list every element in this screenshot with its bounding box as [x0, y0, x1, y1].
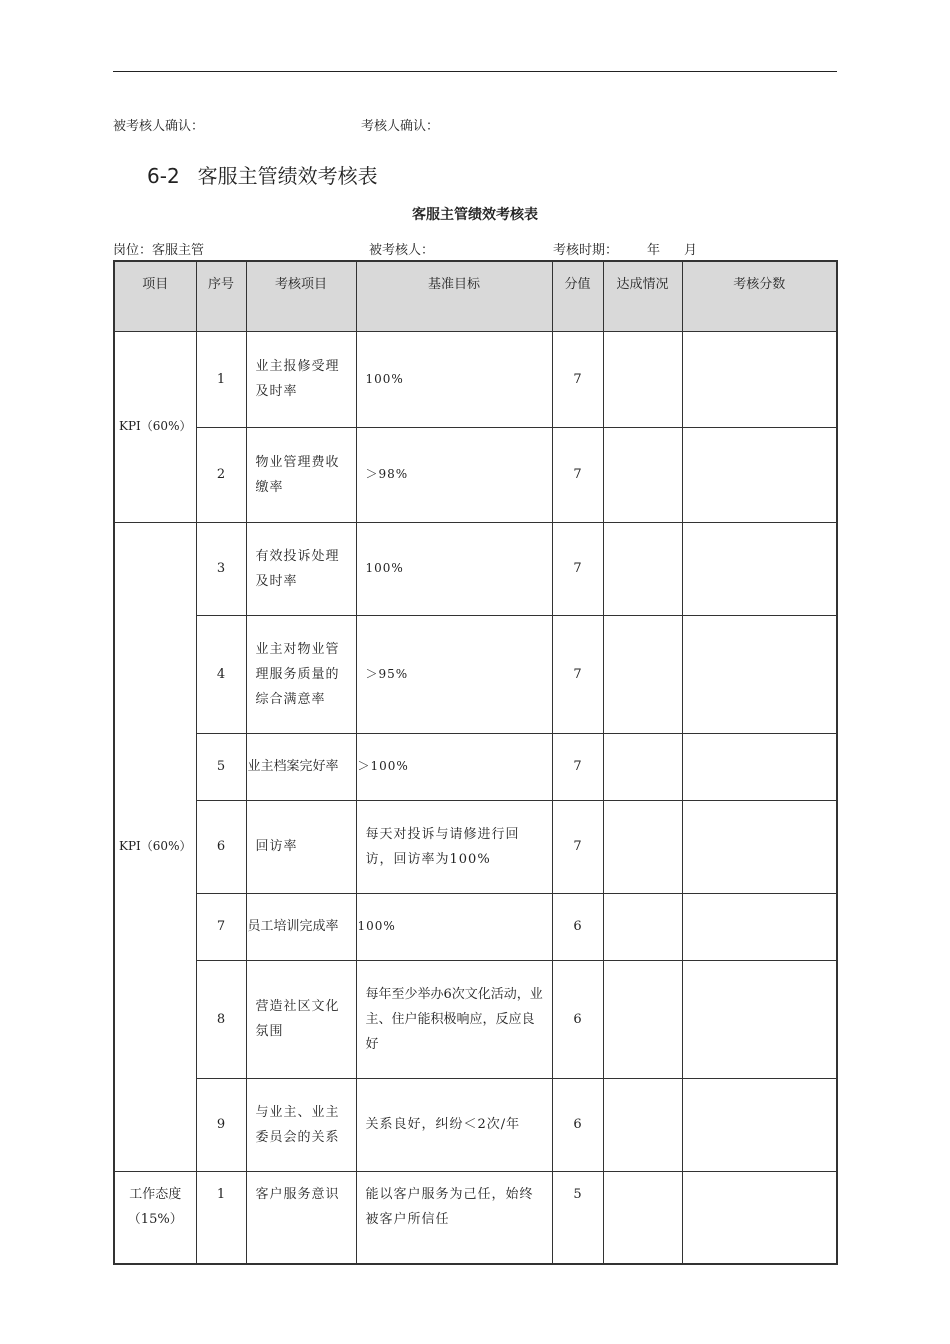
row-item: 回访率 [246, 800, 356, 893]
row-target: ＞100% [356, 733, 552, 800]
row-item: 有效投诉处理及时率 [246, 522, 356, 615]
row-no: 9 [196, 1078, 246, 1171]
row-no: 2 [196, 427, 246, 522]
group-kpi-1: KPI（60%） [114, 331, 196, 522]
row-achievement-cell[interactable] [603, 800, 682, 893]
table-row [114, 1078, 837, 1171]
row-result-cell[interactable] [682, 615, 837, 733]
row-no: 5 [196, 733, 246, 800]
row-result-cell[interactable] [682, 893, 837, 960]
col-header-achievement: 达成情况 [603, 261, 682, 331]
row-result-cell[interactable] [682, 800, 837, 893]
row-target: ＞98% [356, 427, 552, 522]
group-kpi-2: KPI（60%） [114, 522, 196, 1171]
section-number: 6-2 [147, 164, 180, 188]
period-label: 考核时期： [553, 243, 619, 258]
row-result-cell[interactable] [682, 1171, 837, 1264]
row-item: 物业管理费收缴率 [246, 427, 356, 522]
row-achievement-cell[interactable] [603, 427, 682, 522]
row-result-cell[interactable] [682, 522, 837, 615]
period-year: 年 [647, 243, 661, 258]
row-item: 员工培训完成率 [246, 893, 356, 960]
row-target: ＞95% [356, 615, 552, 733]
row-item: 营造社区文化氛围 [246, 960, 356, 1078]
row-no: 6 [196, 800, 246, 893]
row-target: 关系良好，纠纷＜2次/年 [356, 1078, 552, 1171]
row-target: 100% [356, 893, 552, 960]
row-achievement-cell[interactable] [603, 960, 682, 1078]
col-header-category: 项目 [114, 261, 196, 331]
table-header-row [114, 261, 837, 331]
table-row [114, 893, 837, 960]
row-result-cell[interactable] [682, 331, 837, 427]
col-header-result: 考核分数 [682, 261, 837, 331]
row-target: 100% [356, 522, 552, 615]
table-row [114, 427, 837, 522]
table-row [114, 960, 837, 1078]
row-score: 7 [552, 800, 603, 893]
row-item: 客户服务意识 [246, 1171, 356, 1264]
row-item: 业主档案完好率 [246, 733, 356, 800]
table-row [114, 733, 837, 800]
row-achievement-cell[interactable] [603, 1078, 682, 1171]
row-no: 4 [196, 615, 246, 733]
table-row [114, 615, 837, 733]
row-target: 每年至少举办6次文化活动，业主、住户能积极响应，反应良好 [356, 960, 552, 1078]
row-score: 7 [552, 615, 603, 733]
row-achievement-cell[interactable] [603, 1171, 682, 1264]
row-score: 7 [552, 733, 603, 800]
row-score: 5 [552, 1171, 603, 1264]
row-no: 1 [196, 1171, 246, 1264]
row-no: 7 [196, 893, 246, 960]
row-achievement-cell[interactable] [603, 733, 682, 800]
row-score: 7 [552, 427, 603, 522]
section-heading [147, 160, 378, 189]
row-item: 业主报修受理及时率 [246, 331, 356, 427]
row-score: 7 [552, 331, 603, 427]
row-target: 能以客户服务为己任，始终被客户所信任 [356, 1171, 552, 1264]
assessee-label: 被考核人： [369, 243, 435, 258]
col-header-score: 分值 [552, 261, 603, 331]
row-achievement-cell[interactable] [603, 331, 682, 427]
table-title: 客服主管绩效考核表 [412, 207, 538, 223]
assessee-confirm: 被考核人确认： [113, 119, 205, 134]
row-achievement-cell[interactable] [603, 615, 682, 733]
position-label: 岗位：客服主管 [113, 243, 205, 258]
row-item: 与业主、业主委员会的关系 [246, 1078, 356, 1171]
col-header-no: 序号 [196, 261, 246, 331]
table-row [114, 800, 837, 893]
table-row [114, 331, 837, 427]
row-target: 100% [356, 331, 552, 427]
row-result-cell[interactable] [682, 1078, 837, 1171]
row-no: 3 [196, 522, 246, 615]
row-score: 6 [552, 893, 603, 960]
row-score: 6 [552, 960, 603, 1078]
assessor-confirm: 考核人确认： [361, 119, 440, 134]
row-item: 业主对物业管理服务质量的综合满意率 [246, 615, 356, 733]
header-rule [113, 71, 837, 72]
col-header-target: 基准目标 [356, 261, 552, 331]
row-result-cell[interactable] [682, 427, 837, 522]
row-score: 7 [552, 522, 603, 615]
row-no: 1 [196, 331, 246, 427]
row-achievement-cell[interactable] [603, 522, 682, 615]
row-achievement-cell[interactable] [603, 893, 682, 960]
period-month: 月 [684, 243, 698, 258]
row-no: 8 [196, 960, 246, 1078]
col-header-item: 考核项目 [246, 261, 356, 331]
row-score: 6 [552, 1078, 603, 1171]
table-row [114, 522, 837, 615]
row-result-cell[interactable] [682, 960, 837, 1078]
table-row [114, 1171, 837, 1264]
row-target: 每天对投诉与请修进行回访，回访率为100% [356, 800, 552, 893]
section-title: 客服主管绩效考核表 [197, 164, 378, 188]
assessment-table [113, 260, 838, 1265]
group-attitude: 工作态度（15%） [114, 1171, 196, 1264]
row-result-cell[interactable] [682, 733, 837, 800]
